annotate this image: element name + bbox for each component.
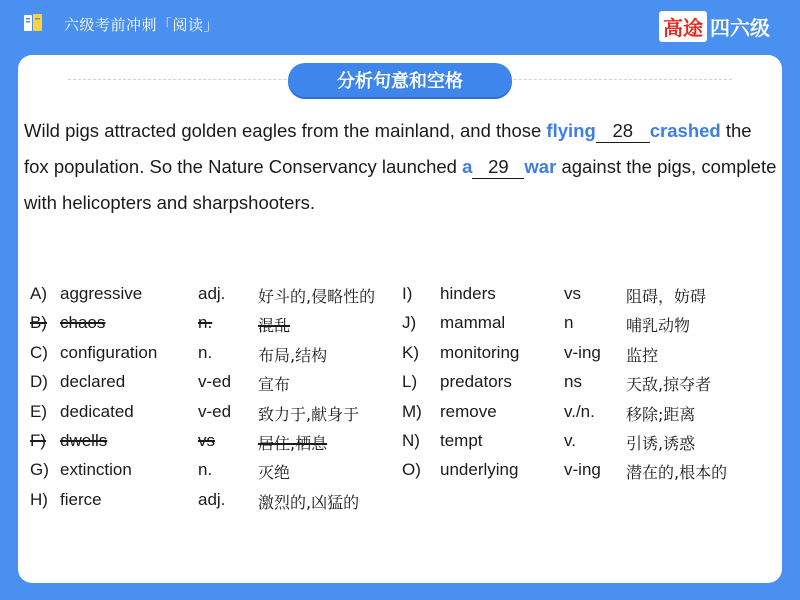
book-icon bbox=[22, 12, 46, 34]
passage-segment: Wild pigs attracted golden eagles from the mainland, and those bbox=[24, 120, 547, 141]
word-row bbox=[30, 431, 780, 460]
option-letter: C) bbox=[30, 342, 48, 362]
option-meaning: 阻碍，妨碍 bbox=[626, 287, 707, 306]
word-row bbox=[30, 490, 780, 519]
word-row bbox=[30, 284, 780, 313]
option-meaning: 好斗的,侵略性的 bbox=[258, 287, 376, 306]
option-pos: vs bbox=[564, 284, 581, 303]
option-word: hinders bbox=[440, 284, 496, 303]
option-meaning: 监控 bbox=[626, 345, 659, 365]
option-meaning: 宣布 bbox=[258, 375, 291, 395]
option-letter: H) bbox=[30, 489, 48, 509]
option-pos: v-ed bbox=[198, 401, 232, 421]
top-bar bbox=[0, 0, 800, 50]
option-letter-crossed: F) bbox=[30, 430, 47, 450]
option-meaning: 哺乳动物 bbox=[626, 316, 691, 336]
word-row bbox=[30, 402, 780, 431]
option-meaning: 灭绝 bbox=[258, 463, 291, 483]
passage-segment: the fox population. So the Nature Conservancy launched bbox=[24, 120, 752, 177]
option-pos: n. bbox=[198, 342, 213, 362]
option-pos: ns bbox=[564, 372, 582, 392]
option-pos: v. bbox=[564, 430, 576, 450]
blank-29: 29 bbox=[472, 156, 524, 179]
option-pos: adj. bbox=[198, 489, 226, 509]
option-pos: v./n. bbox=[564, 401, 595, 421]
option-word: predators bbox=[440, 372, 512, 392]
option-letter: A) bbox=[30, 284, 47, 303]
option-meaning: 移除;距离 bbox=[626, 404, 696, 424]
word-row bbox=[30, 313, 780, 342]
keyword-a: a bbox=[462, 156, 473, 177]
option-letter: I) bbox=[402, 284, 413, 303]
option-meaning: 引诱,诱惑 bbox=[626, 433, 696, 453]
option-word: monitoring bbox=[440, 342, 520, 362]
option-letter: D) bbox=[30, 372, 48, 392]
option-letter: N) bbox=[402, 430, 420, 450]
option-pos: n bbox=[564, 313, 574, 333]
content-card bbox=[18, 55, 782, 583]
option-meaning-crossed: 居住,栖息 bbox=[258, 433, 328, 453]
option-meaning: 天敌,掠夺者 bbox=[626, 375, 712, 395]
word-bank bbox=[30, 284, 780, 519]
option-word-crossed: dwells bbox=[60, 430, 108, 450]
passage-segment: against the pigs, complete with helicopters and sharpshooters. bbox=[24, 156, 777, 213]
word-row bbox=[30, 372, 780, 401]
option-pos: v-ing bbox=[564, 460, 601, 480]
option-pos: n. bbox=[198, 460, 213, 480]
option-letter: K) bbox=[402, 342, 419, 362]
option-word: mammal bbox=[440, 313, 506, 333]
option-meaning: 布局,结构 bbox=[258, 345, 328, 365]
option-pos: v-ing bbox=[564, 342, 601, 362]
option-word: declared bbox=[60, 372, 126, 392]
option-word: configuration bbox=[60, 342, 158, 362]
option-word: aggressive bbox=[60, 284, 143, 303]
option-pos-crossed: vs bbox=[198, 430, 215, 450]
option-letter: E) bbox=[30, 401, 47, 421]
option-meaning: 激烈的,凶猛的 bbox=[258, 492, 360, 512]
option-letter-crossed: B) bbox=[30, 313, 47, 333]
section-title: 分析句意和空格 bbox=[288, 63, 512, 97]
option-letter: M) bbox=[402, 401, 422, 421]
keyword-crashed: crashed bbox=[649, 120, 721, 141]
word-row bbox=[30, 460, 780, 489]
option-meaning: 潜在的,根本的 bbox=[626, 463, 728, 483]
option-pos-crossed: n. bbox=[198, 313, 213, 333]
option-pos: v-ed bbox=[198, 372, 232, 392]
passage-text bbox=[24, 113, 780, 221]
option-word: tempt bbox=[440, 430, 483, 450]
brand-main: 高途 bbox=[659, 11, 707, 42]
course-title: 六级考前冲刺「阅读」 bbox=[64, 16, 220, 34]
option-meaning: 致力于,献身于 bbox=[258, 404, 360, 424]
option-word: remove bbox=[440, 401, 497, 421]
option-letter: L) bbox=[402, 372, 418, 392]
option-word-crossed: chaos bbox=[60, 313, 106, 333]
option-letter: J) bbox=[402, 313, 417, 333]
option-word: fierce bbox=[60, 489, 102, 509]
blank-28: 28 bbox=[596, 120, 650, 143]
keyword-war: war bbox=[524, 156, 557, 177]
option-pos: adj. bbox=[198, 284, 226, 303]
option-word: underlying bbox=[440, 460, 519, 480]
option-word: extinction bbox=[60, 460, 132, 480]
brand-sub: 四六级 bbox=[710, 16, 770, 40]
option-letter: G) bbox=[30, 460, 49, 480]
word-row bbox=[30, 343, 780, 372]
option-letter: O) bbox=[402, 460, 421, 480]
keyword-flying: flying bbox=[546, 120, 596, 141]
option-meaning-crossed: 混乱 bbox=[258, 316, 291, 336]
option-word: dedicated bbox=[60, 401, 134, 421]
brand-logo bbox=[659, 11, 770, 42]
